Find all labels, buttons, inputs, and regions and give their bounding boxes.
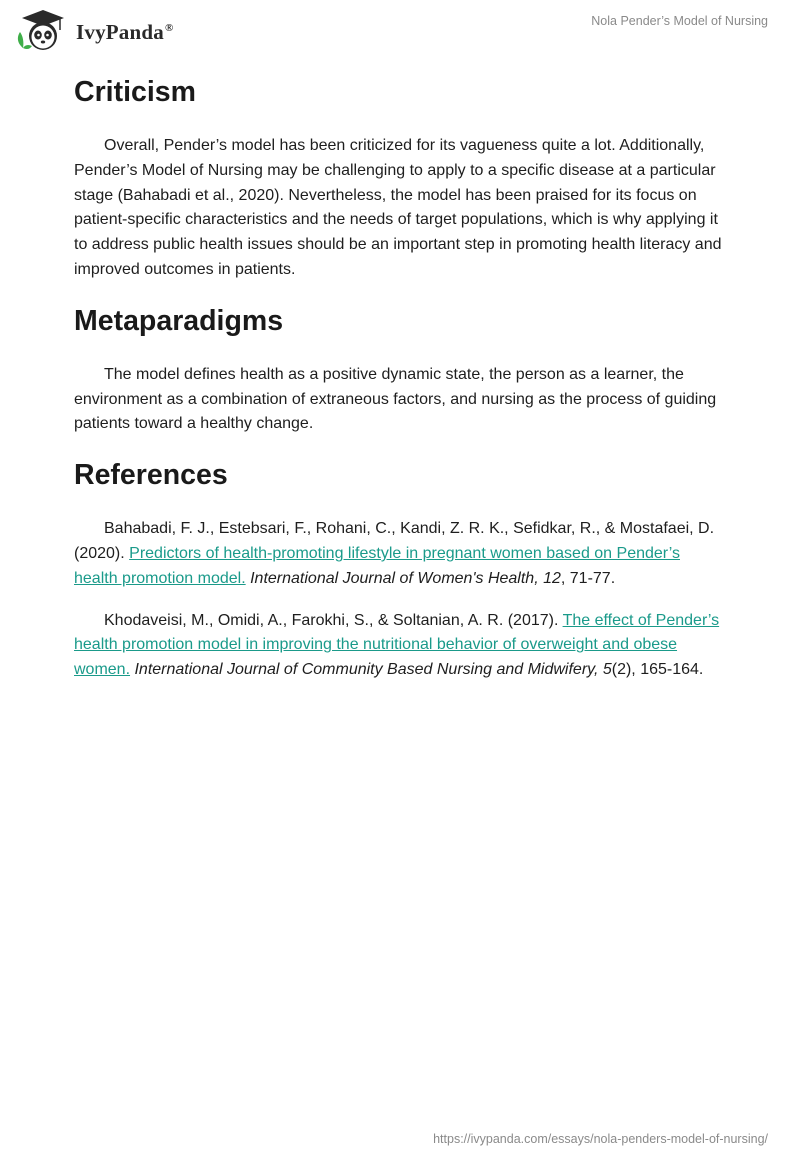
reference-link[interactable]: The effect of Pender’s health promotion model in improving the nutritional behavior of overweight and obese women. <box>74 611 720 679</box>
metaparadigms-paragraph: The model defines health as a positive dynamic state, the person as a learner, the environment as a combination of extraneous factors, and nursing as the process of guiding patients toward a healthy change. <box>74 365 717 433</box>
logo-wordmark: IvyPanda® <box>76 19 174 44</box>
running-title: Nola Pender’s Model of Nursing <box>591 14 768 28</box>
criticism-section <box>74 72 726 283</box>
criticism-paragraph: Overall, Pender’s model has been criticized for its vagueness quite a lot. Additionally, Pender’s Model of Nursing may be challenging to apply to a specific disease at a particular stage (Bahabadi et al., 2020). Nevertheless, the model has been praised for its focus on patient-specific characteristics and the needs of target populations, which is why applying it to address public health issues should be an important step in promoting health literacy and improved outcomes in patients. <box>74 137 722 278</box>
reference-authors: Khodaveisi, M., Omidi, A., Farokhi, S., & Soltanian, A. R. (2017). <box>104 611 563 629</box>
reference-authors: Bahabadi, F. J., Estebsari, F., Rohani, C., Kandi, Z. R. K., Sefidkar, R., & Mostafaei, D. (2020). <box>74 520 715 562</box>
reference-link[interactable]: Predictors of health-promoting lifestyle in pregnant women based on Pender’s health promotion model. <box>74 544 680 587</box>
page-header <box>0 0 800 62</box>
reference-entry <box>74 609 726 683</box>
reference-entry <box>74 517 726 591</box>
reference-journal: International Journal of Community Based Nursing and Midwifery, 5 <box>134 661 612 679</box>
metaparadigms-section <box>74 301 726 437</box>
references-section <box>74 455 726 683</box>
references-heading: References <box>74 459 228 492</box>
reference-pages: (2), 165-164. <box>611 661 704 679</box>
footer-url[interactable]: https://ivypanda.com/essays/nola-penders-model-of-nursing/ <box>433 1132 768 1146</box>
metaparadigms-heading: Metaparadigms <box>74 304 284 337</box>
criticism-heading: Criticism <box>74 76 196 108</box>
reference-journal: International Journal of Women's Health, 12 <box>250 569 561 587</box>
ivypanda-logo[interactable] <box>14 8 173 54</box>
reference-pages: , 71-77. <box>560 569 616 587</box>
panda-graduate-logo-icon <box>14 8 72 54</box>
essay-content <box>74 70 726 683</box>
